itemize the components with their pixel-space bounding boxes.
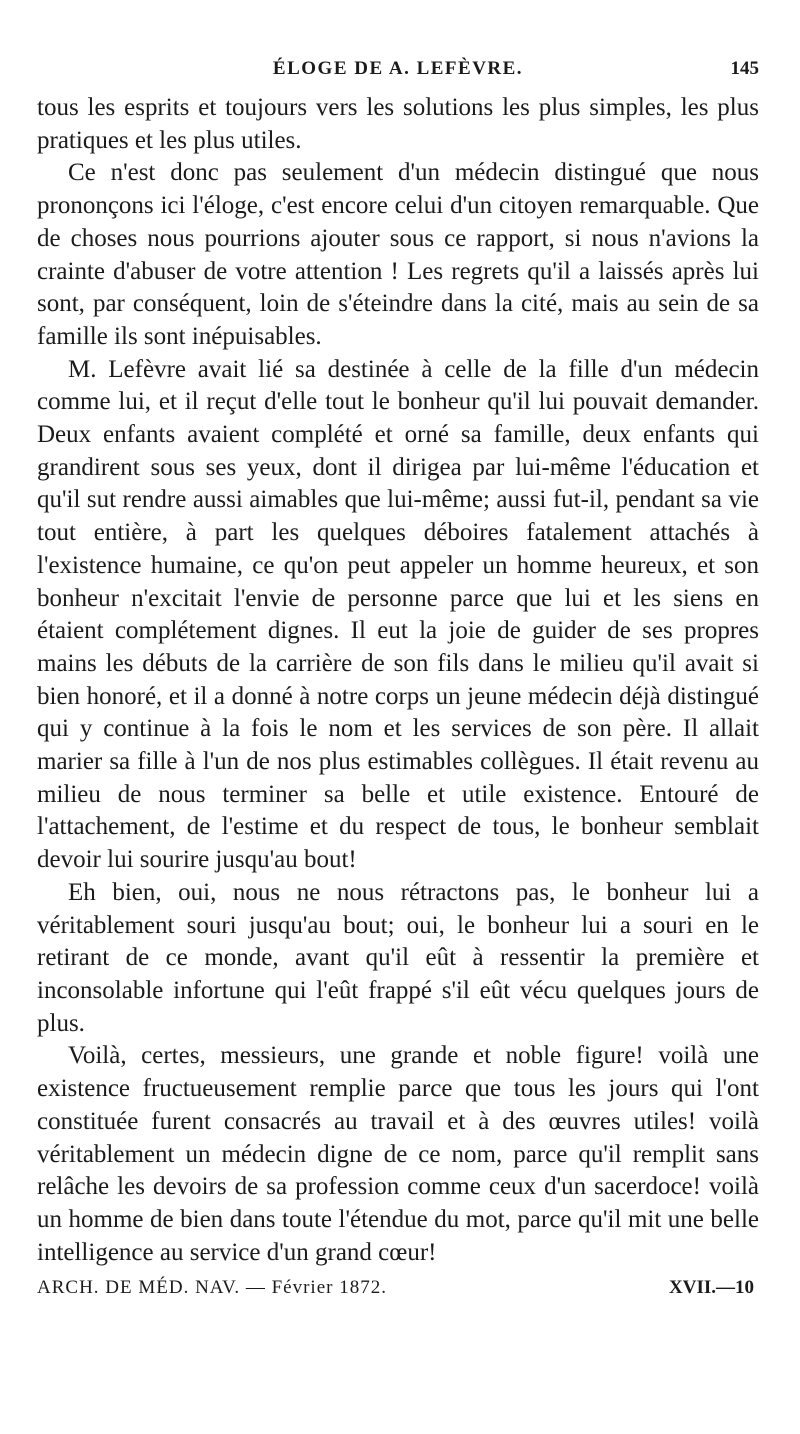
paragraph: Voilà, certes, messieurs, une grande et noble figure! voilà une existence fructueusement remplie parce que tous les jours qui l'ont constituée furent consacrés au travail et à des œuvres utiles! voilà véritablement un médecin digne de ce nom, parce qu'il remplit sans relâche les devoirs de sa profession comme ceux d'un sacerdoce! voilà un homme de bien dans toute l'étendue du mot, parce qu'il mit une belle intelligence au service d'un grand cœur!	[37, 1042, 759, 1266]
signature-mark: XVII.—10	[669, 1277, 754, 1299]
body-text	[37, 92, 759, 1269]
paragraph: Eh bien, oui, nous ne nous rétractons pas, le bonheur lui a véritablement souri jusqu'au bout; oui, le bonheur lui a souri en le retirant de ce monde, avant qu'il eût à ressentir la première et inconsolable infortune qui l'eût frappé s'il eût vécu quelques jours de plus.	[37, 878, 759, 1037]
page-number: 145	[730, 58, 759, 79]
paragraph-continuation: tous les esprits et toujours vers les solutions les plus simples, les plus pratiques et les plus utiles.	[37, 94, 759, 154]
document-page	[37, 48, 759, 1307]
journal-reference: ARCH. DE MÉD. NAV. — Février 1872.	[37, 1277, 387, 1299]
page-footer	[37, 1277, 759, 1307]
page-header	[37, 48, 759, 92]
paragraph: Ce n'est donc pas seulement d'un médecin distingué que nous prononçons ici l'éloge, c'est encore celui d'un citoyen remarquable. Que de choses nous pourrions ajouter sous ce rapport, si nous n'avions la crainte d'abuser de votre attention ! Les regrets qu'il a laissés après lui sont, par conséquent, loin de s'éteindre dans la cité, mais au sein de sa famille ils sont inépuisables.	[37, 159, 759, 350]
paragraph: M. Lefèvre avait lié sa destinée à celle de la fille d'un médecin comme lui, et il reçut d'elle tout le bonheur qu'il lui pouvait demander. Deux enfants avaient complété et orné sa famille, deux enfants qui grandirent sous ses yeux, dont il dirigea par lui-même l'éducation et qu'il sut rendre aussi aimables que lui-même; aussi fut-il, pendant sa vie tout entière, à part les quelques déboires fatalement attachés à l'existence humaine, ce qu'on peut appeler un homme heureux, et son bonheur n'excitait l'envie de personne parce que lui et les siens en étaient complétement dignes. Il eut la joie de guider de ses propres mains les débuts de la carrière de son fils dans le milieu qu'il avait si bien honoré, et il a donné à notre corps un jeune médecin déjà distingué qui y continue à la fois le nom et les services de son père. Il allait marier sa fille à l'un de nos plus estimables collègues. Il était revenu au milieu de nous terminer sa belle et utile existence. Entouré de l'attachement, de l'estime et du respect de tous, le bonheur semblait devoir lui sourire jusqu'au bout!	[37, 355, 759, 874]
running-title: ÉLOGE DE A. LEFÈVRE.	[272, 58, 524, 79]
